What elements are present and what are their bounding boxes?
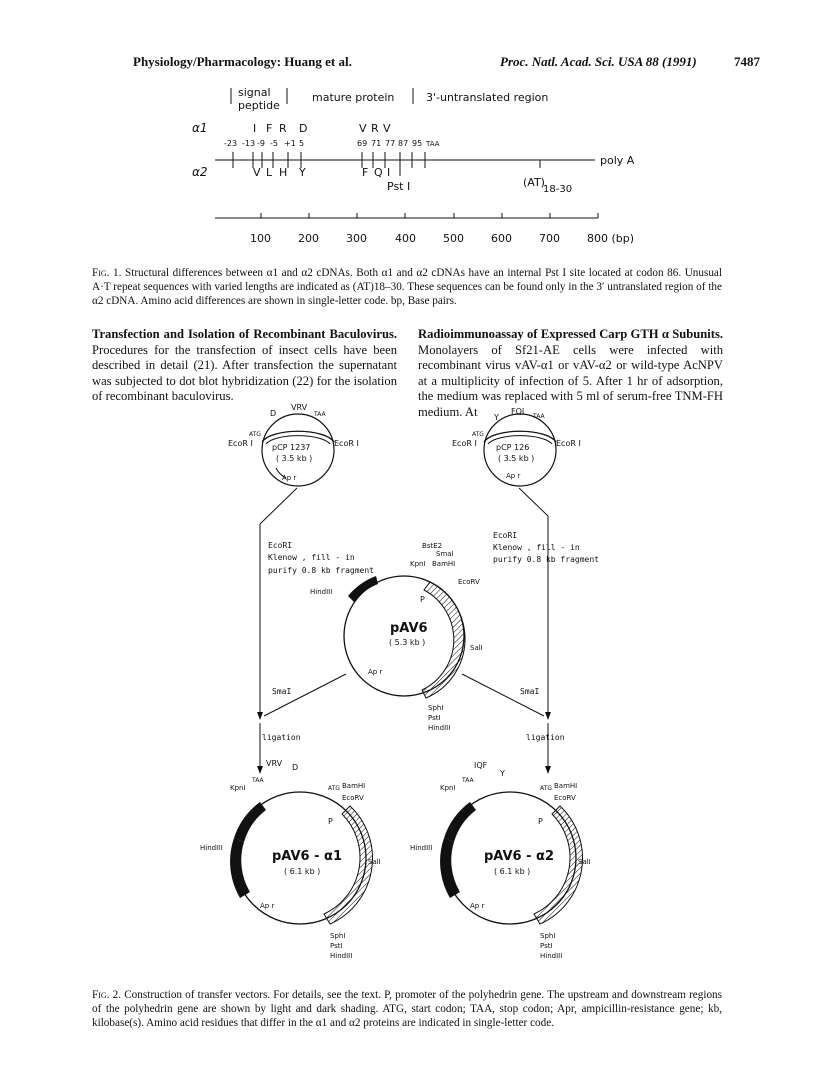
pav6-smai: SmaI [436, 550, 454, 558]
pav6a1-kpni: KpnI [230, 784, 246, 792]
left-step-klenow: Klenow , fill - in [268, 553, 355, 562]
pav6a1-atg: ATG [328, 785, 340, 792]
a1-res-i: I [253, 122, 257, 135]
pav6a2-psti: PstI [540, 942, 553, 950]
fig2-caption-label: Fig. 2. [92, 989, 122, 1001]
pcp126-y: Y [494, 413, 499, 422]
pcp126-apr: Ap r [506, 472, 521, 480]
pcp1237-atg: ATG [249, 431, 261, 438]
pav6a2-taa: TAA [462, 777, 474, 784]
pav6a2-hindiii-left: HindIII [410, 844, 433, 852]
pcp1237-size: ( 3.5 kb ) [276, 454, 313, 463]
a2-res-v: V [253, 166, 261, 179]
fig1-caption-text: Structural differences between α1 and α2 cDNAs. Both α1 and α2 cDNAs have an internal Pst I site located at codon 86. Unusual A·T repeat sequences with varied lengths are indicated as (AT)18–30. These sequences can be found only in the 3′ untranslated region of the α2 cDNA. Amino acid differences are shown in single-letter code. bp, Base pairs. [92, 267, 722, 307]
figure-2-caption [92, 988, 722, 1030]
journal-citation: Proc. Natl. Acad. Sci. USA 88 (1991) [500, 54, 697, 69]
pos-77: 77 [385, 139, 396, 148]
pav6-size: ( 5.3 kb ) [389, 638, 426, 647]
pcp1237-ecori-right: EcoR I [334, 439, 359, 448]
fig1-caption-label: Fig. 1. [92, 267, 122, 279]
pcp1237-d: D [270, 409, 277, 418]
plasmid-pav6-alpha1 [200, 759, 381, 960]
pav6a2-iqf: IQF [474, 761, 488, 770]
pav6a2-apr: Ap r [470, 902, 485, 910]
pos-87: 87 [398, 139, 409, 148]
region-peptide: peptide [238, 99, 280, 112]
left-step-ecori: EcoRI [268, 541, 293, 550]
plasmid-pcp1237 [228, 403, 359, 486]
a2-res-q: Q [374, 166, 383, 179]
left-ligation: ligation [262, 733, 301, 742]
pos-95: 95 [412, 139, 423, 148]
at-repeat-label: (AT) [523, 176, 545, 189]
pcp126-atg: ATG [472, 431, 484, 438]
ria-body: Monolayers of Sf21-AE cells were infected with recombinant virus vAV-α1 or vAV-α2 or wild-type AcNPV at a multiplicity of infection of 5. After 1 hr of adsorption, the medium was replaced with 5 ml of serum-free TNM-FH medium. At [418, 342, 723, 419]
pav6-sphi: SphI [428, 704, 444, 712]
a1-res-f: F [266, 122, 273, 135]
pav6-bste2: BstE2 [422, 542, 443, 550]
scale-100: 100 [250, 232, 271, 245]
pos-69: 69 [357, 139, 368, 148]
pav6-p: P [420, 595, 425, 604]
figure-1-caption [92, 266, 722, 308]
scale-700: 700 [539, 232, 560, 245]
right-step-purify: purify 0.8 kb fragment [493, 555, 599, 564]
a2-res-i: I [387, 166, 391, 179]
pav6a2-hindiii-bottom: HindIII [540, 952, 563, 960]
poly-a-label: poly A [600, 154, 635, 167]
right-ligation: ligation [526, 733, 565, 742]
a2-res-f: F [362, 166, 369, 179]
pav6a1-vrv: VRV [266, 759, 283, 768]
plasmid-pcp126 [452, 407, 581, 486]
pav6-name: pAV6 [390, 621, 428, 636]
pav6a2-bamhi: BamHI [554, 782, 578, 790]
pos-5: 5 [299, 139, 305, 148]
a1-res-r2: R [371, 122, 379, 135]
pav6-bamhi: BamHI [432, 560, 456, 568]
scale-300: 300 [346, 232, 367, 245]
pcp126-name: pCP 126 [496, 443, 530, 452]
pav6a2-ecorv: EcoRV [554, 794, 576, 802]
pav6a1-ecorv: EcoRV [342, 794, 364, 802]
pav6a1-hindiii-bottom: HindIII [330, 952, 353, 960]
pav6a2-p: P [538, 817, 543, 826]
pcp1237-apr: Ap r [282, 474, 297, 482]
ria-heading: Radioimmunoassay of Expressed Carp GTH α Subunits. [418, 327, 723, 341]
pcp126-ecori-right: EcoR I [556, 439, 581, 448]
pos-taa: TAA [426, 140, 440, 148]
alpha2-label: α2 [192, 165, 208, 179]
figure-2-construction [190, 398, 640, 986]
a2-res-y: Y [299, 166, 306, 179]
page-number: 7487 [734, 54, 760, 69]
a1-res-d: D [299, 122, 308, 135]
a1-res-v1: V [359, 122, 367, 135]
section-transfection [92, 327, 397, 405]
pav6a2-size: ( 6.1 kb ) [494, 867, 531, 876]
scale-600: 600 [491, 232, 512, 245]
pav6-kpni: KpnI [410, 560, 426, 568]
pst-i-label: Pst I [387, 180, 411, 193]
at-repeat-sub: 18-30 [543, 184, 573, 195]
scale-400: 400 [395, 232, 416, 245]
pav6a2-atg: ATG [540, 785, 552, 792]
pav6-hindiii-bottom: HindIII [428, 724, 451, 732]
fig2-caption-text: Construction of transfer vectors. For details, see the text. P, promoter of the polyhedrin gene. The upstream and downstream regions of the polyhedrin gene are shown by light and dark shading. ATG, start codon; TAA, stop codon; Apr, ampicillin-resistance gene; kb, kilobase(s). Amino acid residues that differ in the α1 and α2 proteins are indicated in single-letter code. [92, 989, 723, 1029]
pcp1237-taa: TAA [314, 411, 326, 418]
right-step-ecori: EcoRI [493, 531, 518, 540]
right-smai-step: SmaI [520, 687, 540, 696]
pos-p1: +1 [284, 139, 296, 148]
pav6a1-p: P [328, 817, 333, 826]
pav6-hindiii-top: HindIII [310, 588, 333, 596]
plasmid-pav6-alpha2 [410, 761, 591, 960]
region-3utr: 3'-untranslated region [426, 91, 549, 104]
scale-200: 200 [298, 232, 319, 245]
pav6a1-bamhi: BamHI [342, 782, 366, 790]
pos-m23: -23 [224, 139, 238, 148]
pav6a2-sali: SalI [578, 858, 591, 866]
pav6a1-size: ( 6.1 kb ) [284, 867, 321, 876]
pav6-psti: PstI [428, 714, 441, 722]
pav6a1-sphi: SphI [330, 932, 346, 940]
pos-m13: -13 [242, 139, 256, 148]
pav6a2-kpni: KpnI [440, 784, 456, 792]
pav6-sali: SalI [470, 644, 483, 652]
pav6a1-hindiii-left: HindIII [200, 844, 223, 852]
pav6a1-apr: Ap r [260, 902, 275, 910]
transfection-body: Procedures for the transfection of insect cells have been described in detail (21). After transfection the supernatant was subjected to dot blot hybridization (22) for the isolation of recombinant baculovirus. [92, 342, 397, 403]
pcp126-taa: TAA [533, 413, 545, 420]
left-step-purify: purify 0.8 kb fragment [268, 566, 374, 575]
running-header-left: Physiology/Pharmacology: Huang et al. [133, 54, 352, 69]
pav6a2-name: pAV6 - α2 [484, 849, 555, 864]
alpha1-label: α1 [192, 121, 208, 135]
pcp126-fqi: FQI [511, 407, 525, 416]
pcp1237-ecori-left: EcoR I [228, 439, 253, 448]
pav6a1-name: pAV6 - α1 [272, 849, 343, 864]
right-step-klenow: Klenow , fill - in [493, 543, 580, 552]
region-signal: signal [238, 86, 271, 99]
pav6a1-sali: SalI [368, 858, 381, 866]
pav6-ecorv: EcoRV [458, 578, 480, 586]
pav6a2-y: Y [500, 769, 505, 778]
a1-res-v2: V [383, 122, 391, 135]
pav6a1-d: D [292, 763, 299, 772]
pcp126-size: ( 3.5 kb ) [498, 454, 535, 463]
left-smai-step: SmaI [272, 687, 292, 696]
figure-1-cdna-map [190, 82, 650, 252]
pav6a1-taa: TAA [252, 777, 264, 784]
scale-500: 500 [443, 232, 464, 245]
pcp1237-vrv: VRV [291, 403, 308, 412]
transfection-heading: Transfection and Isolation of Recombinant Baculovirus. [92, 327, 397, 341]
pcp1237-name: pCP 1237 [272, 443, 311, 452]
pos-m5: -5 [270, 139, 278, 148]
pav6a1-psti: PstI [330, 942, 343, 950]
pos-71: 71 [371, 139, 382, 148]
pos-m9: -9 [257, 139, 265, 148]
a2-res-l: L [266, 166, 273, 179]
pcp126-ecori-left: EcoR I [452, 439, 477, 448]
region-mature-protein: mature protein [312, 91, 395, 104]
pav6a2-sphi: SphI [540, 932, 556, 940]
pav6-apr: Ap r [368, 668, 383, 676]
a2-res-h: H [279, 166, 288, 179]
a1-res-r: R [279, 122, 287, 135]
scale-800: 800 (bp) [587, 232, 635, 245]
